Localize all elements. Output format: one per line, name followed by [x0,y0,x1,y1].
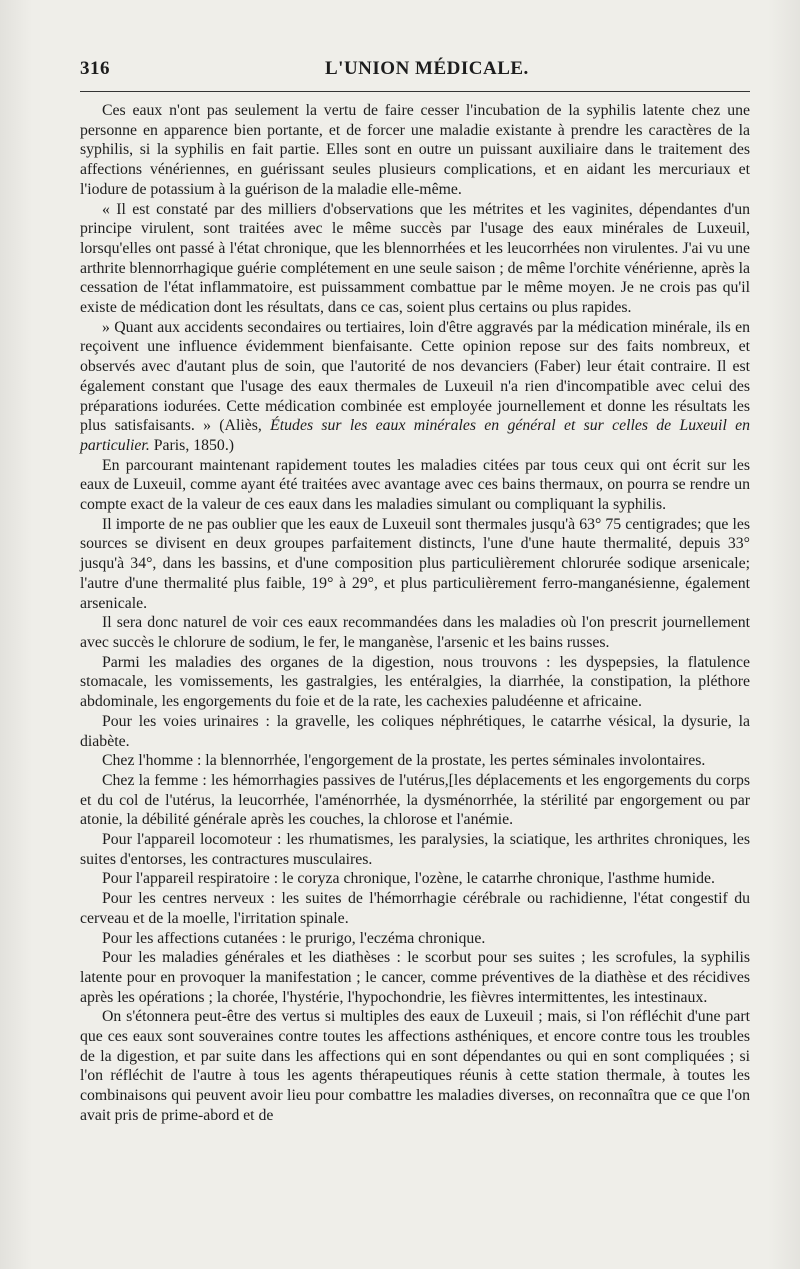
body-text [80,101,750,1126]
paragraph: Chez l'homme : la blennorrhée, l'engorgement de la prostate, les pertes séminales involontaires. [102,752,706,770]
citation-suffix: Paris, 1850.) [149,436,235,454]
paragraph: Pour les voies urinaires : la gravelle, les coliques néphrétiques, le catarrhe vésical, la dysurie, la diabète. [80,712,750,750]
paragraph: Il sera donc naturel de voir ces eaux recommandées dans les maladies où l'on prescrit journellement avec succès le chlorure de sodium, le fer, le manganèse, l'arsenic et les bains russes. [80,614,750,651]
paragraph: On s'étonnera peut-être des vertus si multiples des eaux de Luxeuil ; mais, si l'on réfléchit d'une part que ces eaux sont souveraines contre toutes les affections asthéniques, et encore contre tous les troubles de la digestion, et par suite dans les affections qui en sont dépendantes ou qui en sont compliquées ; si l'on réfléchit de l'autre à tous les agents thérapeutiques réunis à cette station thermale, à toutes les combinaisons qui peuvent avoir lieu pour combattre les maladies diverses, on reconnaîtra que ce que l'on avait pris de prime-abord et de [80,1008,750,1124]
paragraph: Pour les centres nerveux : les suites de l'hémorrhagie cérébrale ou rachidienne, l'état congestif du cerveau et de la moelle, l'irritation spinale. [80,890,750,927]
paragraph: Pour l'appareil respiratoire : le coryza chronique, l'ozène, le catarrhe chronique, l'asthme humide. [102,870,715,888]
header-rule [80,91,750,92]
quoted-text: » Quant aux accidents secondaires ou tertiaires, loin d'être aggravés par la médication minérale, ils en reçoivent une influence évidemment bienfaisante. Cette opinion repose sur des faits nombreux, et observés avec d'autant plus de soin, que l'autorité de nos devanciers (Faber) leur était contraire. Il est également constant que l'usage des eaux thermales de Luxeuil n'a rien d'incompatible avec celui des préparations iodurées. Cette médication combinée est employée journellement et donne les résultats les plus satisfaisants. » (Aliès, [80,318,750,435]
paragraph: Pour les affections cutanées : le prurigo, l'eczéma chronique. [102,929,486,947]
paragraph: Pour l'appareil locomoteur : les rhumatismes, les paralysies, la sciatique, les arthrites chroniques, les suites d'entorses, les contractures musculaires. [80,831,750,868]
paragraph: Ces eaux n'ont pas seulement la vertu de faire cesser l'incubation de la syphilis latente chez une personne en apparence bien portante, et de forcer une maladie existante à prendre les caractères de la syphilis, si la syphilis en fait partie. Elles sont en outre un puissant auxiliaire dans le traitement des affections vénériennes, en guérissant seules plusieurs complications, et en aidant les mercuriaux et l'iodure de potassium à la guérison de la maladie elle-même. [80,102,750,198]
page-header [80,58,750,86]
paragraph: Pour les maladies générales et les diathèses : le scorbut pour ses suites ; les scrofules, la syphilis latente pour en provoquer la manifestation ; le cancer, comme préventives de la diathèse et des récidives après les opérations ; la chorée, l'hystérie, l'hypochondrie, les fièvres intermittentes, les intestinaux. [80,949,750,1006]
citation-title: Études sur les eaux minérales en général et sur celles de Luxeuil en particulier. [80,417,751,454]
paragraph [80,318,750,456]
paragraph: En parcourant maintenant rapidement toutes les maladies citées par tous ceux qui ont écrit sur les eaux de Luxeuil, comme ayant été traitées avec avantage avec ces bains thermaux, on pourra se rendre un compte exact de la valeur de ces eaux dans les maladies simulant ou compliquant la syphilis. [80,456,750,514]
paragraph: « Il est constaté par des milliers d'observations que les métrites et les vaginites, dépendantes d'un principe virulent, sont traitées avec le même succès par l'usage des eaux minérales de Luxeuil, lorsqu'elles ont passé à l'état chronique, que les blennorrhées et les leucorrhées non virulentes. J'ai vu une arthrite blennorrhagique guérie complétement en une seule saison ; de même l'orchite vénérienne, après la cessation de l'état inflammatoire, est puissamment combattue par le même moyen. Je ne crois pas qu'il existe de médication dont les résultats, dans ce cas, soient plus certains ou plus rapides. [80,200,750,317]
page-number: 316 [80,58,110,79]
paragraph: Chez la femme : les hémorrhagies passives de l'utérus,[les déplacements et les engorgements du corps et du col de l'utérus, la leucorrhée, l'aménorrhée, la dysménorrhée, la stérilité par engorgement ou par atonie, la débilité générale après les couches, la chlorose et l'anémie. [80,771,750,829]
paragraph: Parmi les maladies des organes de la digestion, nous trouvons : les dyspepsies, la flatulence stomacale, les vomissements, les gastralgies, les entéralgies, la diarrhée, la constipation, la pléthore abdominale, les engorgements du foie et de la rate, les cachexies paludéenne et africaine. [80,653,750,711]
running-title: L'UNION MÉDICALE. [325,58,529,79]
paragraph: Il importe de ne pas oublier que les eaux de Luxeuil sont thermales jusqu'à 63° 75 centigrades; que les sources se divisent en deux groupes parfaitement distincts, l'une d'une haute thermalité, depuis 33° jusqu'à 34°, dans les bassins, et d'une composition plus particulièrement chlorurée sodique arsenicale; l'autre d'une thermalité plus faible, 19° à 29°, et plus particulièrement ferro-manganésienne, également arsenicale. [80,515,750,612]
